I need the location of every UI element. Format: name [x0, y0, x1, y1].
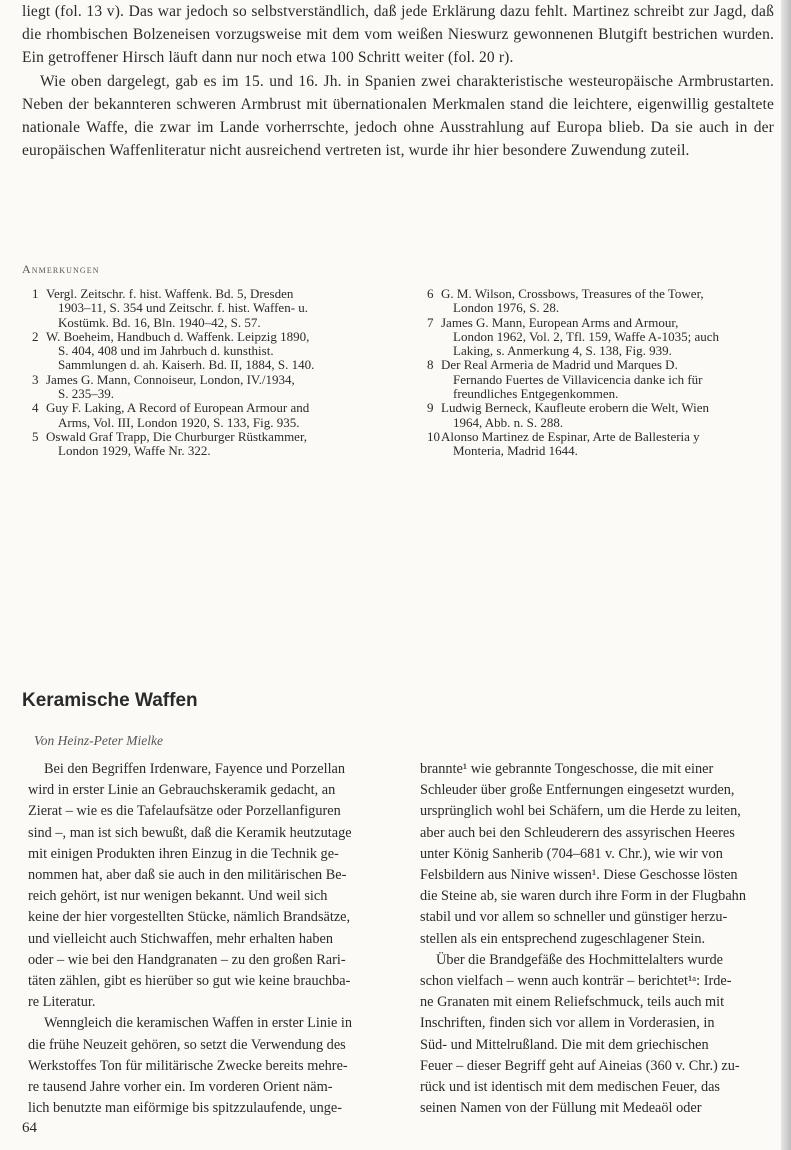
footnote-text: [46, 330, 395, 373]
text-line: brannte¹ wie gebrannte Tongeschosse, die mit einer: [420, 761, 714, 777]
intro-paragraph-2: Wie oben dargelegt, gab es im 15. und 16. Jh. in Spanien zwei charakteristische westeuropäische Armbrustarten. Neben der bekannteren schweren Armbrust mit übernationalen Merkmalen stand die leichtere, eigenwillig gestaltete nationale Waffe, die zwar im Lande vorherrschte, jedoch ohne Ausstrahlung auf Europa blieb. Da sie auch in der europäischen Waffenliteratur nicht ausreichend vertreten ist, wurde ihr hier besondere Zuwendung zuteil.: [22, 72, 774, 160]
footnote-text: [441, 401, 777, 430]
text-line: stellen als ein entsprechend zugeschlagener Stein.: [420, 930, 706, 947]
footnote-number: 1: [32, 286, 39, 301]
footnote-line: Kostümk. Bd. 16, Bln. 1940–42, S. 57.: [58, 314, 261, 330]
footnote-number: 8: [427, 357, 434, 373]
footnote-line: 1964, Abb. n. S. 288.: [453, 414, 564, 430]
text-line: mit einigen Produkten ihren Einzug in die Technik ge-: [28, 845, 339, 862]
page-number: 64: [22, 1120, 37, 1136]
text-line: Felsbildern aus Ninive wissen¹. Diese Geschosse lösten: [420, 867, 738, 884]
footnote-number: 4: [32, 400, 39, 416]
footnote: [427, 430, 777, 459]
footnote-line: Arms, Vol. III, London 1920, S. 133, Fig. 935.: [58, 414, 300, 430]
text-line: re Literatur.: [28, 994, 96, 1011]
footnote-line: Fernando Fuertes de Villavicencia danke ich für: [453, 371, 703, 387]
text-line: die Steine ab, sie waren durch ihre Form in der Flugbahn: [420, 888, 746, 905]
text-line: keine der hier vorgestellten Stücke, nämlich Brandsätze,: [28, 909, 351, 926]
footnote-line: London 1962, Vol. 2, Tfl. 159, Waffe A-1035; auch: [453, 328, 720, 344]
footnote: [32, 430, 395, 459]
footnote-line: Laking, s. Anmerkung 4, S. 138, Fig. 939.: [453, 343, 672, 359]
footnote: [32, 330, 395, 373]
footnote-line: Der Real Armeria de Madrid und Marques D.: [441, 357, 678, 373]
footnote-line: Oswald Graf Trapp, Die Churburger Rüstkammer,: [46, 428, 308, 444]
footnote: [427, 358, 777, 401]
footnote-number: 2: [32, 328, 39, 344]
text-line: unter König Sanherib (704–681 v. Chr.), wie wir von: [420, 845, 723, 862]
footnote-line: Vergl. Zeitschr. f. hist. Waffenk. Bd. 5, Dresden: [46, 286, 294, 301]
footnote-line: 1903–11, S. 354 und Zeitschr. f. hist. Waffen- u.: [58, 300, 309, 316]
footnote: [32, 401, 395, 430]
footnote-number: 7: [427, 314, 434, 330]
footnote-line: Ludwig Berneck, Kaufleute erobern die Welt, Wien: [441, 400, 709, 416]
text-line: Bei den Begriffen Irdenware, Fayence und Porzellan: [44, 761, 346, 777]
footnote-number: 5: [32, 428, 39, 444]
footnote: [32, 373, 395, 402]
footnote-text: [441, 358, 777, 401]
text-line: oder – wie bei den Handgranaten – zu den großen Rari-: [28, 951, 346, 968]
text-line: Wenngleich die keramischen Waffen in erster Linie in: [44, 1015, 353, 1032]
notes-heading: Anmerkungen: [22, 262, 100, 276]
text-line: lich benutzte man eiförmige bis spitzzulaufende, unge-: [28, 1100, 343, 1117]
footnote-line: S. 404, 408 und im Jahrbuch d. kunsthist.: [58, 343, 274, 359]
text-line: Feuer – dieser Begriff geht auf Aineias (360 v. Chr.) zu-: [420, 1057, 740, 1074]
text-line: Werkstoffes Ton für militärische Zwecke bereits mehre-: [28, 1057, 348, 1074]
intro-paragraph-1: liegt (fol. 13 v). Das war jedoch so selbstverständlich, daß jede Erklärung dazu fehlt. Martinez schreibt zur Jagd, daß die rhombischen Bolzeneisen vorzugsweise mit dem vom weißen Nieswurz gewonnenen Blutgift bestrichen wurden. Ein getroffener Hirsch läuft dann nur noch etwa 100 Schritt weiter (fol. 20 r).: [22, 3, 774, 67]
text-line: ne Granaten mit einem Reliefschmuck, teils auch mit: [420, 994, 725, 1011]
article-column-right: [420, 759, 783, 1119]
text-line: Zierat – wie es die Tafelaufsätze oder Porzellanfiguren: [28, 803, 341, 820]
footnote-line: Guy F. Laking, A Record of European Armour and: [46, 400, 310, 416]
text-line: reich gehört, ist nur wenigen bekannt. Und weil sich: [28, 888, 328, 905]
footnote-number: 9: [427, 400, 434, 416]
footnote: [427, 287, 777, 316]
article-title: Keramische Waffen: [22, 690, 198, 711]
footnote-line: W. Boeheim, Handbuch d. Waffenk. Leipzig 1890,: [46, 328, 310, 344]
notes-column-right: [427, 287, 777, 459]
footnote-number: 3: [32, 371, 39, 387]
text-line: sind –, man ist sich bewußt, daß die Keramik heutzutage: [28, 824, 352, 841]
text-line: Inschriften, finden sich vor allem in Vorderasien, in: [420, 1015, 715, 1032]
footnote-line: S. 235–39.: [58, 386, 114, 402]
text-line: Süd- und Mittelrußland. Die mit dem griechischen: [420, 1036, 709, 1053]
footnote-number: 6: [427, 286, 434, 301]
footnote-text: [46, 401, 395, 430]
footnote-line: Alonso Martinez de Espinar, Arte de Ballesteria y: [441, 428, 700, 444]
footnote-text: [46, 287, 395, 330]
text-line: und vielleicht auch Stichwaffen, mehr erhalten haben: [28, 930, 334, 947]
text-line: täten zählen, gibt es hierüber so gut wie keine brauchba-: [28, 973, 351, 990]
footnote-text: [441, 316, 777, 359]
footnote-line: London 1929, Waffe Nr. 322.: [58, 443, 211, 459]
footnote-line: freundliches Entgegenkommen.: [453, 386, 619, 402]
footnote-line: Sammlungen d. ah. Kaiserh. Bd. II, 1884, S. 140.: [58, 357, 315, 373]
notes-column-left: [32, 287, 395, 459]
article-column-left: [28, 759, 391, 1119]
text-line: stabil und vor allem so schneller und günstiger herzu-: [420, 909, 728, 926]
footnote-line: Monteria, Madrid 1644.: [453, 443, 578, 459]
intro-text: [22, 0, 774, 162]
footnote-text: [46, 373, 395, 402]
text-line: Über die Brandgefäße des Hochmittelalters wurde: [436, 951, 724, 968]
footnote: [32, 287, 395, 330]
text-line: schon vielfach – wenn auch konträr – berichtet¹ᵃ: Irde-: [420, 973, 732, 990]
text-line: ursprünglich wohl bei Schäfern, um die Herde zu leiten,: [420, 803, 741, 820]
text-line: wird in erster Linie an Gebrauchskeramik gedacht, an: [28, 782, 336, 799]
footnote-line: James G. Mann, Connoiseur, London, IV./1934,: [46, 371, 295, 387]
text-line: Schleuder über große Entfernungen eingesetzt wurden,: [420, 782, 735, 799]
footnote: [427, 401, 777, 430]
footnote-line: G. M. Wilson, Crossbows, Treasures of the Tower,: [441, 286, 704, 301]
text-line: aber auch bei den Schleuderern des assyrischen Heeres: [420, 824, 735, 841]
footnote-text: [46, 430, 395, 459]
footnote-number: 10: [427, 428, 440, 444]
footnote-line: London 1976, S. 28.: [453, 300, 560, 316]
text-line: rück und ist identisch mit dem medischen Feuer, das: [420, 1079, 720, 1096]
text-line: die frühe Neuzeit gehören, so setzt die Verwendung des: [28, 1036, 346, 1053]
footnote-line: James G. Mann, European Arms and Armour,: [441, 314, 679, 330]
text-line: nommen hat, aber daß sie auch in den militärischen Be-: [28, 867, 347, 884]
text-line: seinen Namen von der Füllung mit Medeaöl oder: [420, 1100, 702, 1117]
footnote-text: [441, 430, 777, 459]
text-line: re tausend Jahre vorher ein. Im vorderen Orient näm-: [28, 1079, 333, 1096]
footnote-text: [441, 287, 777, 316]
article-byline: Von Heinz-Peter Mielke: [34, 733, 163, 748]
footnote: [427, 316, 777, 359]
